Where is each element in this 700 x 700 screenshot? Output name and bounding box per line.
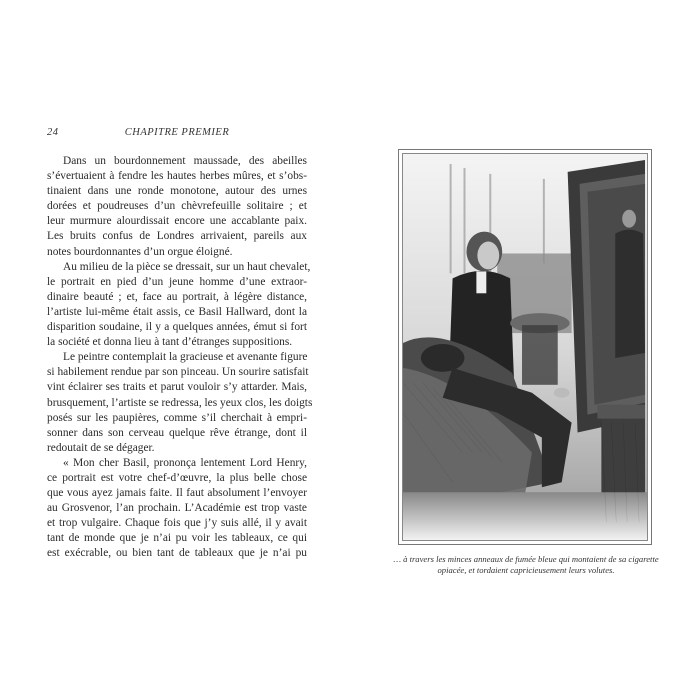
text-line: redoutait de se dégager. [47, 441, 155, 454]
text-line: est exécrable, ou bien tant de tableaux que je n’ai pu [47, 547, 307, 560]
text-line: Au milieu de la pièce se dressait, sur un haut chevalet, [63, 260, 311, 273]
text-line: Dans un bourdonnement maussade, des abeilles [63, 155, 307, 167]
text-line: notes bourdonnantes d’un orgue éloigné. [47, 245, 233, 258]
text-line: Les bruits confus de Londres arrivaient, pareils aux [47, 230, 307, 243]
text-line: dinaire beauté ; et, face au portrait, à légère distance, [47, 290, 307, 303]
engraving-image [403, 154, 647, 540]
text-line: vint éclairer ses traits et parut vouloir s’y attarder. Mais, [47, 381, 307, 394]
paragraph [47, 154, 307, 260]
paragraph [47, 260, 311, 351]
text-line: dorées et poudreuses d’un chèvrefeuille solitaire ; et [47, 200, 307, 213]
right-page [370, 0, 700, 700]
text-line: au Grosvenor, l’an prochain. L’Académie est trop vaste [47, 502, 307, 515]
text-line: tant de monde que je n’ai pu voir les tableaux, ce qui [47, 532, 307, 545]
body-text [47, 154, 313, 562]
text-line: sonner dans son cerveau quelque rêve étrange, dont il [47, 426, 307, 439]
paragraph [47, 456, 307, 562]
text-line: si habilement rendue par son pinceau. Un sourire satisfait [47, 366, 309, 379]
illustration-caption [380, 554, 672, 576]
text-line: que vous ayez jamais faite. Il faut absolument l’envoyer [47, 487, 307, 500]
text-line: l’artiste lui-même était assis, ce Basil Hallward, dont la [47, 305, 307, 318]
text-line: brusquement, l’artiste se redressa, les yeux clos, les doigts [47, 396, 313, 409]
illustration [402, 153, 648, 541]
text-line: leur murmure alourdissait encore une accablante paix. [47, 215, 307, 228]
chapter-title: CHAPITRE PREMIER [124, 127, 230, 138]
text-line: Le peintre contemplait la gracieuse et avenante figure [63, 351, 308, 364]
paragraph [47, 350, 313, 456]
left-page [47, 127, 313, 562]
text-line: s’évertuaient à fendre les hautes herbes mûres, et s’obs- [47, 170, 307, 183]
page-number: 24 [47, 127, 59, 138]
text-line: la société et donna lieu à tant d’étranges suppositions. [47, 336, 293, 349]
text-line: le portrait en pied d’un jeune homme d’une extraor- [47, 275, 307, 288]
caption-line: opiacée, et tordaient capricieusement leurs volutes. [437, 565, 615, 575]
caption-line: … à travers les minces anneaux de fumée bleue qui montaient de sa cigarette [393, 554, 659, 564]
text-line: disparition soudaine, il y a quelques années, émut si fort [47, 321, 307, 334]
text-line: ce portrait est votre chef-d’œuvre, la plus belle chose [47, 471, 307, 484]
illustration-frame [398, 149, 652, 545]
text-line: posés sur les paupières, comme s’il cherchait à empri- [47, 411, 307, 424]
running-head [47, 127, 307, 145]
text-line: et trop vulgaire. Chaque fois que j’y suis allé, il y avait [47, 517, 307, 530]
text-line: tinaient dans une ronde monotone, autour des urnes [47, 185, 307, 198]
text-line: « Mon cher Basil, prononça lentement Lord Henry, [63, 456, 307, 469]
